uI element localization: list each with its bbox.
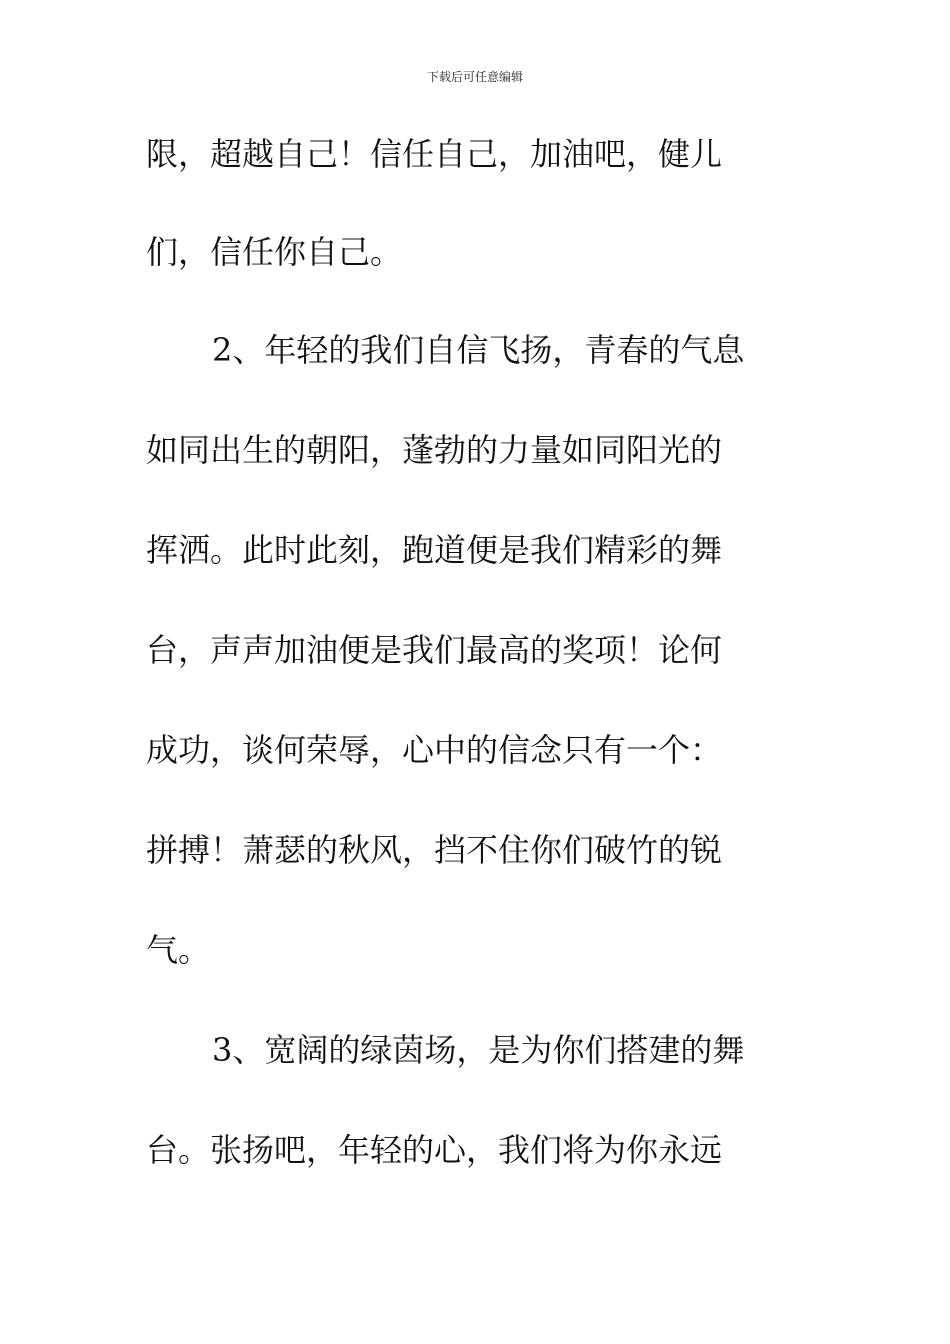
text-line: 台，声声加油便是我们最高的奖项！论何	[146, 631, 723, 669]
text-line: 限，超越自己！信任自己，加油吧，健儿	[146, 135, 723, 173]
text-line: 挥洒。此时此刻，跑道便是我们精彩的舞	[146, 531, 723, 569]
text-line: 台。张扬吧，年轻的心，我们将为你永远	[146, 1131, 723, 1169]
text-line: 如同出生的朝阳，蓬勃的力量如同阳光的	[146, 431, 723, 469]
text-line: 们，信任你自己。	[146, 233, 403, 271]
text-line: 成功，谈何荣辱，心中的信念只有一个：	[146, 731, 723, 769]
paragraph-3-start: 3、宽阔的绿茵场，是为你们搭建的舞	[212, 1031, 745, 1069]
text-line: 气。	[146, 931, 211, 969]
page-header: 下载后可任意编辑	[426, 70, 523, 84]
text-line: 拼搏！萧瑟的秋风，挡不住你们破竹的锐	[146, 831, 723, 869]
paragraph-2-start: 2、年轻的我们自信飞扬，青春的气息	[212, 331, 745, 369]
